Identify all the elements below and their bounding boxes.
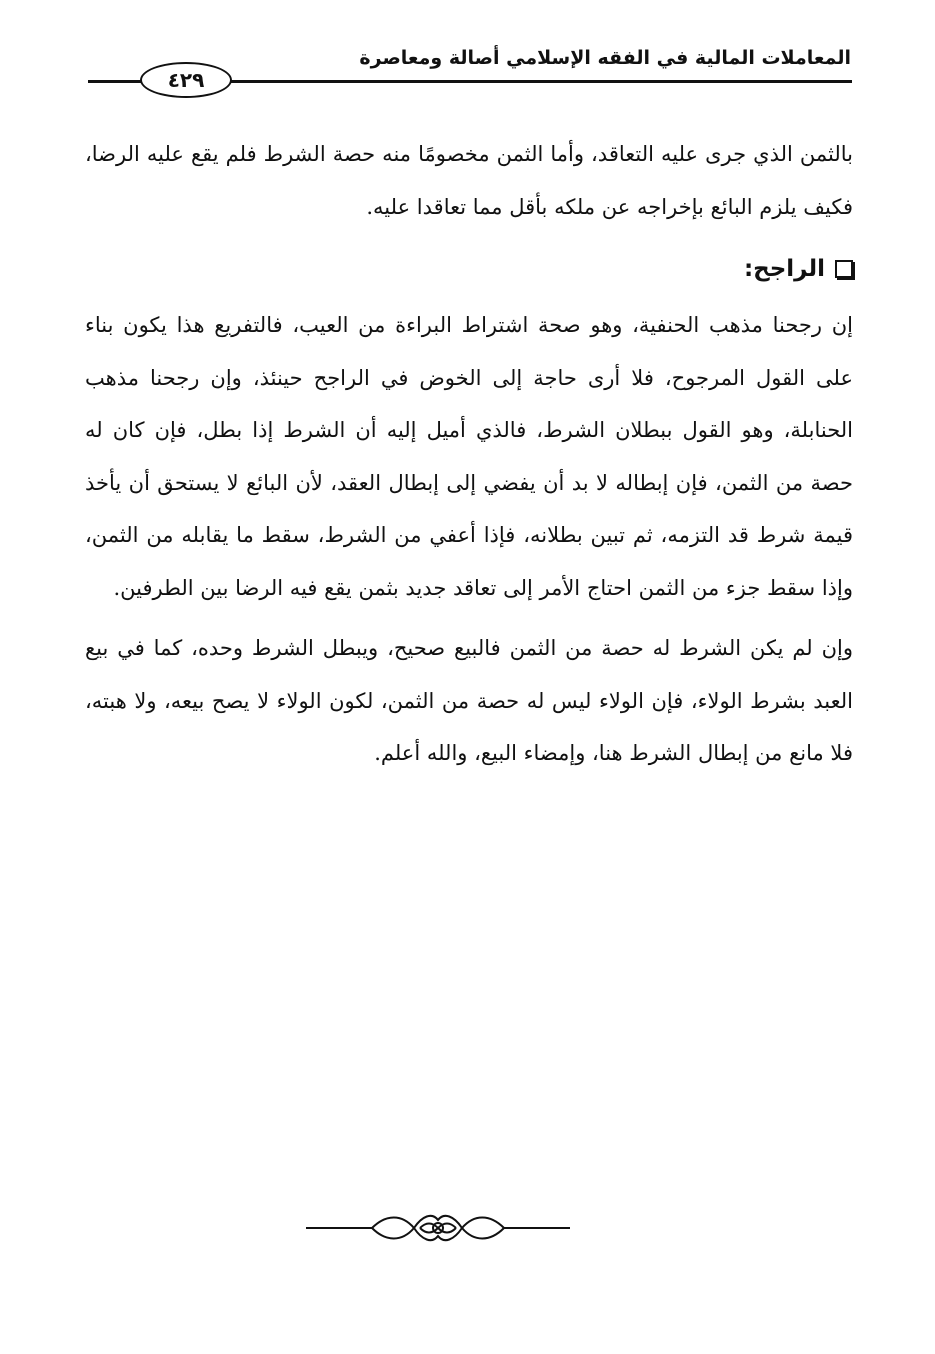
square-box-icon	[835, 260, 853, 278]
decorative-ornament-icon	[302, 1208, 574, 1248]
paragraph-1: إن رجحنا مذهب الحنفية، وهو صحة اشتراط البراءة من العيب، فالتفريع هذا يكون بناء على القول المرجوح، فلا أرى حاجة إلى الخوض في الراجح حينئذ، وإن رجحنا مذهب الحنابلة، وهو القول ببطلان الشرط، فالذي أميل إليه أن الشرط إذا بطل، فإن كان له حصة من الثمن، فإن إبطاله لا بد أن يفضي إلى إبطال العقد، لأن البائع لا يستحق أن يأخذ قيمة شرط قد التزمه، ثم تبين بطلانه، فإذا أعفي من الشرط، سقط ما يقابله من الثمن، وإذا سقط جزء من الثمن احتاج الأمر إلى تعاقد جديد بثمن يقع فيه الرضا بين الطرفين.	[85, 313, 853, 600]
paragraph-2: وإن لم يكن الشرط له حصة من الثمن فالبيع صحيح، ويبطل الشرط وحده، كما في بيع العبد بشرط الولاء، فإن الولاء ليس له حصة من الثمن، لكون الولاء لا يصح بيعه، ولا هبته، فلا مانع من إبطال الشرط هنا، وإمضاء البيع، والله أعلم.	[85, 636, 853, 765]
running-title: المعاملات المالية في الفقه الإسلامي أصالة ومعاصرة	[359, 47, 851, 69]
body-text	[85, 128, 853, 780]
continuation-paragraph: بالثمن الذي جرى عليه التعاقد، وأما الثمن مخصومًا منه حصة الشرط فلم يقع عليه الرضا، فكيف يلزم البائع بإخراجه عن ملكه بأقل مما تعاقدا عليه.	[85, 142, 853, 219]
page-number: ٤٢٩	[140, 62, 232, 98]
section-heading	[85, 247, 853, 291]
section-heading-label: الراجح:	[743, 256, 825, 282]
